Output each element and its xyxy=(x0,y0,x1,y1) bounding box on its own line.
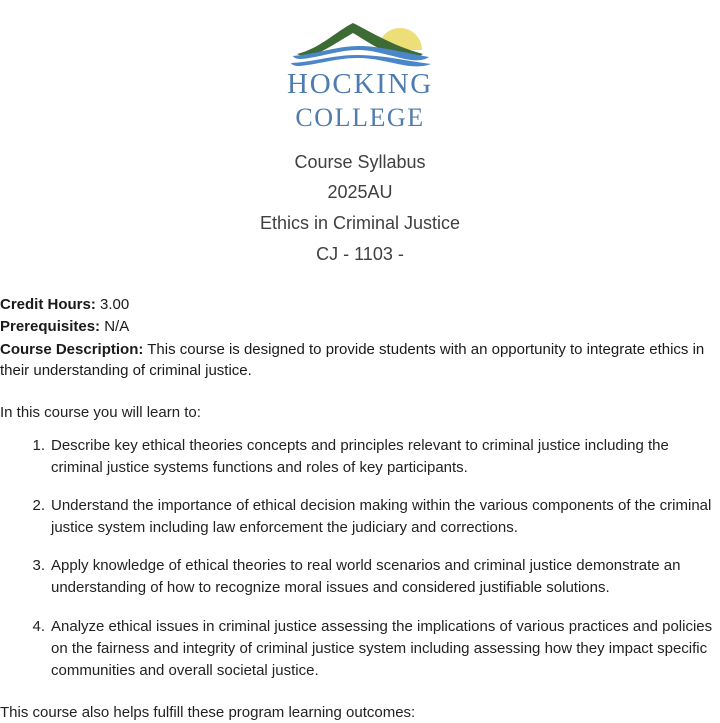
credit-hours-value: 3.00 xyxy=(100,295,130,313)
logo-wordmark-line-1: HOCKING xyxy=(287,68,433,100)
prerequisites-label: Prerequisites: xyxy=(0,318,101,336)
course-description-row xyxy=(0,339,720,382)
syllabus-header xyxy=(0,147,720,270)
prerequisites-row xyxy=(0,316,720,339)
course-description-value: This course is designed to provide students with an opportunity to integrate ethics in their understanding of criminal justice. xyxy=(0,340,705,379)
learning-outcomes-list xyxy=(0,435,720,681)
institution-logo xyxy=(0,0,720,133)
course-number: CJ - 1103 - xyxy=(316,243,404,264)
logo-wordmark-line-2: COLLEGE xyxy=(295,103,425,132)
program-outcomes-intro: This course also helps fulfill these program learning outcomes: xyxy=(0,703,416,721)
list-item: Analyze ethical issues in criminal justice assessing the implications of various practices and policies on the fairness and integrity of criminal justice system including assessing how they impact specific communities and overall societal justice. xyxy=(51,617,713,679)
credit-hours-label: Credit Hours: xyxy=(0,295,96,313)
course-details xyxy=(0,294,720,383)
logo-container xyxy=(277,12,443,131)
hocking-mountain-sun-wave-icon xyxy=(277,12,443,68)
page-title: Course Syllabus xyxy=(294,151,426,172)
prerequisites-value: N/A xyxy=(104,318,130,336)
term-code: 2025AU xyxy=(327,182,393,203)
course-title: Ethics in Criminal Justice xyxy=(259,213,461,234)
list-item: Describe key ethical theories concepts and principles relevant to criminal justice including the criminal justice systems functions and roles of key participants. xyxy=(51,437,669,477)
credit-hours-row xyxy=(0,294,720,317)
learning-outcomes-intro: In this course you will learn to: xyxy=(0,404,201,422)
course-description-label: Course Description: xyxy=(0,340,144,358)
list-item: Understand the importance of ethical decision making within the various components of the criminal justice system including law enforcement the judiciary and corrections. xyxy=(51,497,712,537)
list-item: Apply knowledge of ethical theories to real world scenarios and criminal justice demonstrate an understanding of how to recognize moral issues and considered justifiable solutions. xyxy=(51,557,681,597)
